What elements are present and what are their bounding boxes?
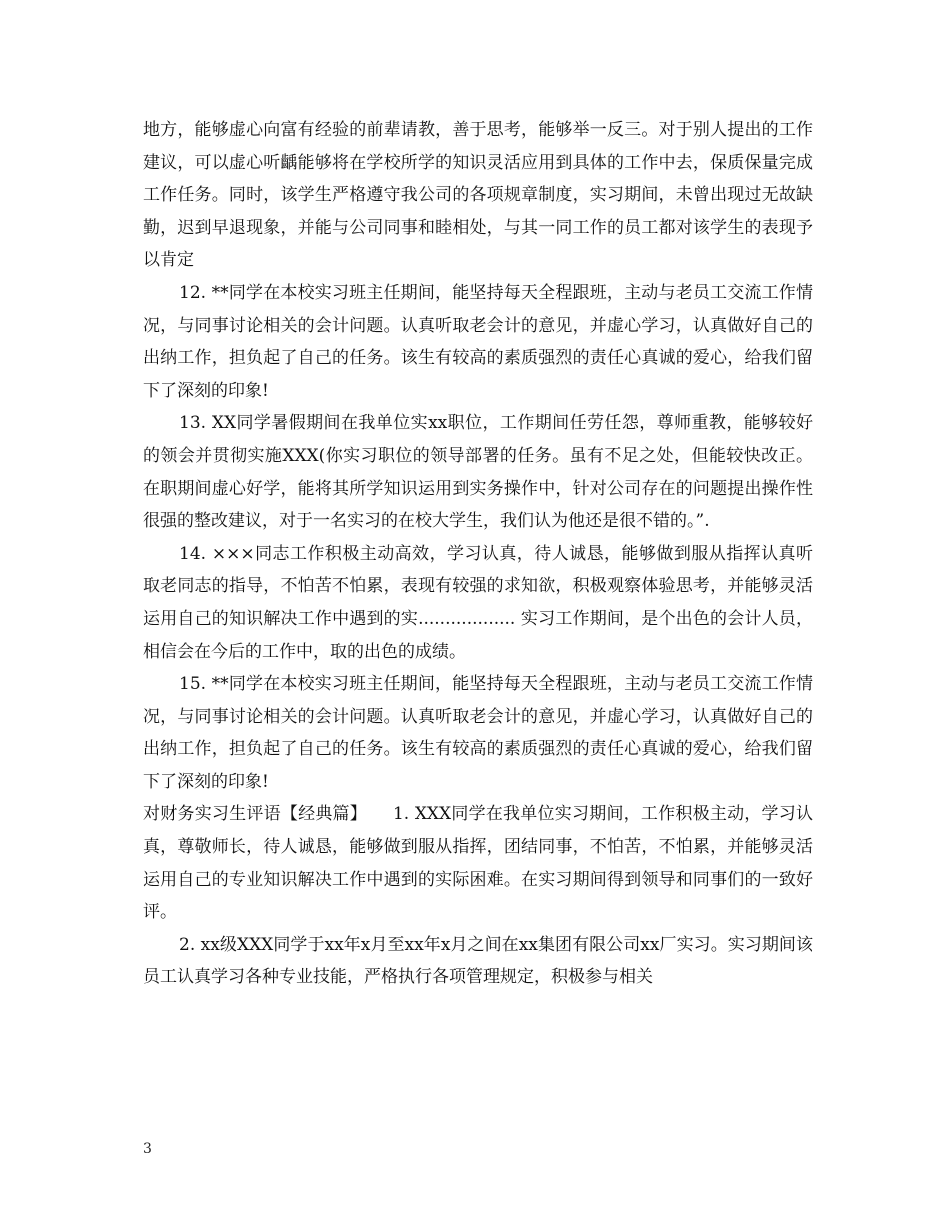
paragraph-continued: 地方，能够虚心向富有经验的前辈请教，善于思考，能够举一反三。对于别人提出的工作建议，可以虚心听齲能够将在学校所学的知识灵活应用到具体的工作中去，保质保量完成工作任务。同时，该学生严格遵守我公司的各项规章制度，实习期间，未曾出现过无故缺勤，迟到早退现象，并能与公司同事和睦相处，与其一同工作的员工都对该学生的表现予以肯定 (143, 120, 813, 271)
paragraph-item-14: 14. ×××同志工作积极主动高效，学习认真，待人诚恳，能够做到服从指挥认真听取老同志的指导，不怕苦不怕累，表现有较强的求知欲，积极观察体验思考，并能够灵活运用自己的知识解决工作中遇到的实.................. 实习工作期间，是个出色的会计人员，相信会在今后的工作中，取的出色的成绩。 (143, 543, 813, 662)
paragraph-item-13: 13. XX同学暑假期间在我单位实xx职位，工作期间任劳任怨，尊师重教，能够较好的领会并贯彻实施XXX(你实习职位的领导部署的任务。虽有不足之处，但能较快改正。在职期间虚心好学，能将其所学知识运用到实务操作中，针对公司存在的问题提出操作性很强的整改建议，对于一名实习的在校大学生，我们认为他还是很不错的。”. (143, 413, 813, 532)
paragraph-item-12: 12. **同学在本校实习班主任期间，能坚持每天全程跟班，主动与老员工交流工作情况，与同事讨论相关的会计问题。认真听取老会计的意见，并虚心学习，认真做好自己的出纳工作，担负起了自己的任务。该生有较高的素质强烈的责任心真诚的爱心，给我们留下了深刻的印象! (143, 282, 813, 401)
paragraph-item-15: 15. **同学在本校实习班主任期间，能坚持每天全程跟班，主动与老员工交流工作情况，与同事讨论相关的会计问题。认真听取老会计的意见，并虚心学习，认真做好自己的出纳工作，担负起了自己的任务。该生有较高的素质强烈的责任心真诚的爱心，给我们留下了深刻的印象! (143, 674, 813, 792)
page-number: 3 (143, 1141, 152, 1157)
paragraph-section-heading-item-1: 对财务实习生评语【经典篇】 1. XXX同学在我单位实习期间，工作积极主动，学习认真，尊敬师长，待人诚恳，能够做到服从指挥，团结同事，不怕苦，不怕累，并能够灵活运用自己的专业知识解决工作中遇到的实际困难。在实习期间得到领导和同事们的一致好评。 (143, 804, 813, 923)
document-body (143, 114, 813, 994)
paragraph-item-2: 2. xx级XXX同学于xx年x月至xx年x月之间在xx集团有限公司xx厂实习。实习期间该员工认真学习各种专业技能，严格执行各项管理规定，积极参与相关 (143, 934, 813, 988)
